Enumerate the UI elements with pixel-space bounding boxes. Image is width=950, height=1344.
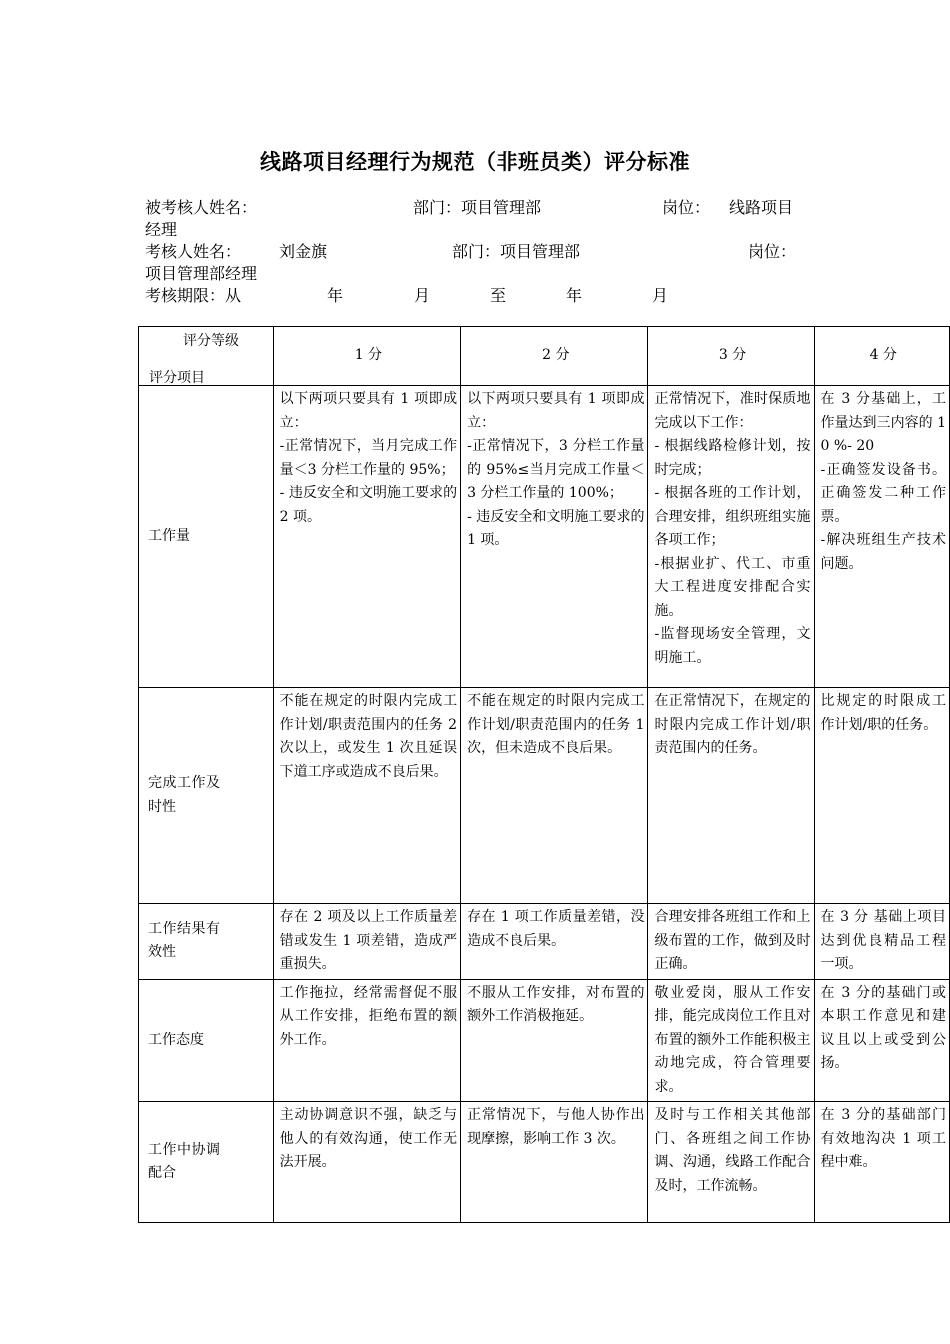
row-item-coordination xyxy=(139,1102,274,1223)
criterion-line: 主动协调意识不强，缺乏与他人的有效沟通，使工作无法开展。 xyxy=(279,1107,458,1170)
score-cell-1 xyxy=(273,1102,460,1223)
criterion-line: 及时与工作相关其他部门、各班组之间工作协调、沟通，线路工作配合及时，工作流畅。 xyxy=(654,1107,811,1194)
criterion-line: -监督现场安全管理，文明施工。 xyxy=(654,626,811,666)
table-row xyxy=(139,979,950,1102)
examinee-department: 部门：项目管理部 xyxy=(413,198,542,217)
period-year-end: 年 xyxy=(566,286,583,305)
score-cell-3 xyxy=(648,386,814,688)
criterion-line: 正常情况下，准时保质地完成以下工作： xyxy=(654,391,811,431)
table-row xyxy=(139,1102,950,1223)
examinee-name-label: 被考核人姓名： xyxy=(145,198,258,217)
examinee-post-value: 线路项目 xyxy=(729,198,794,217)
criterion-line: 敬业爱岗，服从工作安排，能完成岗位工作且对布置的额外工作能积极主动地完成，符合管理要求。 xyxy=(654,984,811,1095)
score-cell-1 xyxy=(273,386,460,688)
criterion-line: 以下两项只要具有 1 项即成立： xyxy=(279,391,458,431)
table-header-row xyxy=(139,327,950,386)
criterion-line: -正常情况下，3 分栏工作量的 95%≤当月完成工作量＜3 分栏工作量的 100%； xyxy=(467,438,645,501)
criterion-line: 以下两项只要具有 1 项即成立： xyxy=(467,391,645,431)
score-cell-2 xyxy=(461,1102,648,1223)
criterion-line: - 违反安全和文明施工要求的 1 项。 xyxy=(467,508,645,548)
score-cell-3 xyxy=(648,979,814,1102)
criterion-line: 合理安排各班组工作和上级布置的工作，做到及时正确。 xyxy=(654,909,811,972)
criterion-line: -正常情况下，当月完成工作量＜3 分栏工作量的 95%； xyxy=(279,438,458,478)
examiner-name-label: 考核人姓名： xyxy=(145,242,242,261)
criterion-line: - 根据线路检修计划，按时完成； xyxy=(654,438,811,478)
item-axis-label: 评分项目 xyxy=(149,370,205,386)
criterion-line: - 根据各班的工作计划，合理安排，组织班组实施各项工作； xyxy=(654,485,811,548)
criterion-line: -解决班组生产技术问题。 xyxy=(820,532,946,572)
period-year-start: 年 xyxy=(327,286,344,305)
grade-2-header: 2 分 xyxy=(461,327,648,386)
table-row xyxy=(139,688,950,904)
score-cell-1 xyxy=(273,904,460,980)
score-cell-3 xyxy=(648,688,814,904)
criterion-line: 在 3 分基础上，工作量达到三内容的 10 %- 20 xyxy=(820,391,946,454)
examiner-post-continued: 项目管理部经理 xyxy=(145,264,258,283)
table-row xyxy=(139,904,950,980)
criterion-line: 存在 2 项及以上工作质量差错或发生 1 项差错，造成严重损失。 xyxy=(279,909,458,972)
score-cell-1 xyxy=(273,688,460,904)
score-cell-4 xyxy=(814,979,950,1102)
period-month-start: 月 xyxy=(414,286,431,305)
criterion-line: 不能在规定的时限内完成工作计划/职责范围内的任务 1 次，但未造成不良后果。 xyxy=(467,693,645,756)
row-item-label: 工作态度 xyxy=(148,1031,204,1048)
row-item-label: 工作中协调配合 xyxy=(148,1141,220,1181)
criterion-line: - 违反安全和文明施工要求的 2 项。 xyxy=(279,485,458,525)
row-item-label: 工作结果有效性 xyxy=(148,920,220,961)
row-item-attitude xyxy=(139,979,274,1102)
criterion-line: -根据业扩、代工、市重大工程进度安排配合实施。 xyxy=(654,555,811,619)
criterion-line: 在 3 分 基础上项目达到优良精品工程一项。 xyxy=(820,909,946,972)
score-cell-1 xyxy=(273,979,460,1102)
criterion-line: 存在 1 项工作质量差错，没造成不良后果。 xyxy=(467,909,645,949)
score-cell-4 xyxy=(814,904,950,980)
score-cell-2 xyxy=(461,688,648,904)
grade-3-header: 3 分 xyxy=(648,327,814,386)
score-cell-2 xyxy=(461,386,648,688)
score-cell-4 xyxy=(814,386,950,688)
examinee-post-label: 岗位： xyxy=(662,198,711,217)
score-cell-3 xyxy=(648,904,814,980)
score-cell-4 xyxy=(814,1102,950,1223)
diagonal-header-cell xyxy=(139,327,274,386)
criterion-line: 不能在规定的时限内完成工作计划/职责范围内的任务 2 次以上，或发生 1 次且延误下道工序或造成不良后果。 xyxy=(279,693,458,780)
examiner-post-label: 岗位： xyxy=(748,242,797,261)
criterion-line: 在 3 分的基础门或本职工作意见和建议且以上或受到公扬。 xyxy=(820,984,946,1071)
examiner-department: 部门：项目管理部 xyxy=(452,242,581,261)
score-cell-2 xyxy=(461,904,648,980)
score-cell-3 xyxy=(648,1102,814,1223)
page-title: 线路项目经理行为规范（非班员类）评分标准 xyxy=(260,150,690,174)
scoring-table xyxy=(138,326,950,1223)
row-item-timeliness xyxy=(139,688,274,904)
period-to: 至 xyxy=(490,286,507,305)
grade-4-header: 4 分 xyxy=(814,327,950,386)
criterion-line: 在正常情况下，在规定的时限内完成工作计划/职责范围内的任务。 xyxy=(654,693,811,756)
grade-axis-label: 评分等级 xyxy=(183,333,239,349)
criterion-line: 比规定的时限成工作计划/职的任务。 xyxy=(820,693,946,733)
period-month-end: 月 xyxy=(652,286,669,305)
row-item-label: 工作量 xyxy=(148,527,190,544)
row-item-label: 完成工作及时性 xyxy=(148,775,220,815)
table-row xyxy=(139,386,950,688)
row-item-effectiveness xyxy=(139,904,274,980)
period-label: 考核期限：从 xyxy=(145,286,242,305)
grade-1-header: 1 分 xyxy=(273,327,460,386)
criterion-line: 在 3 分的基础部门有效地沟决 1 项工程中难。 xyxy=(820,1107,946,1170)
criterion-line: 正常情况下，与他人协作出现摩擦，影响工作 3 次。 xyxy=(467,1107,645,1147)
score-cell-4 xyxy=(814,688,950,904)
row-item-workload xyxy=(139,386,274,688)
criterion-line: 不服从工作安排，对布置的额外工作消极拖延。 xyxy=(467,984,645,1024)
criterion-line: 工作拖拉，经常需督促不服从工作安排，拒绝布置的额外工作。 xyxy=(279,984,458,1048)
score-cell-2 xyxy=(461,979,648,1102)
examinee-post-continued: 经理 xyxy=(145,220,178,239)
criterion-line: -正确签发设备书。正确签发二种工作票。 xyxy=(820,461,946,525)
examiner-name-value: 刘金旗 xyxy=(279,242,328,261)
